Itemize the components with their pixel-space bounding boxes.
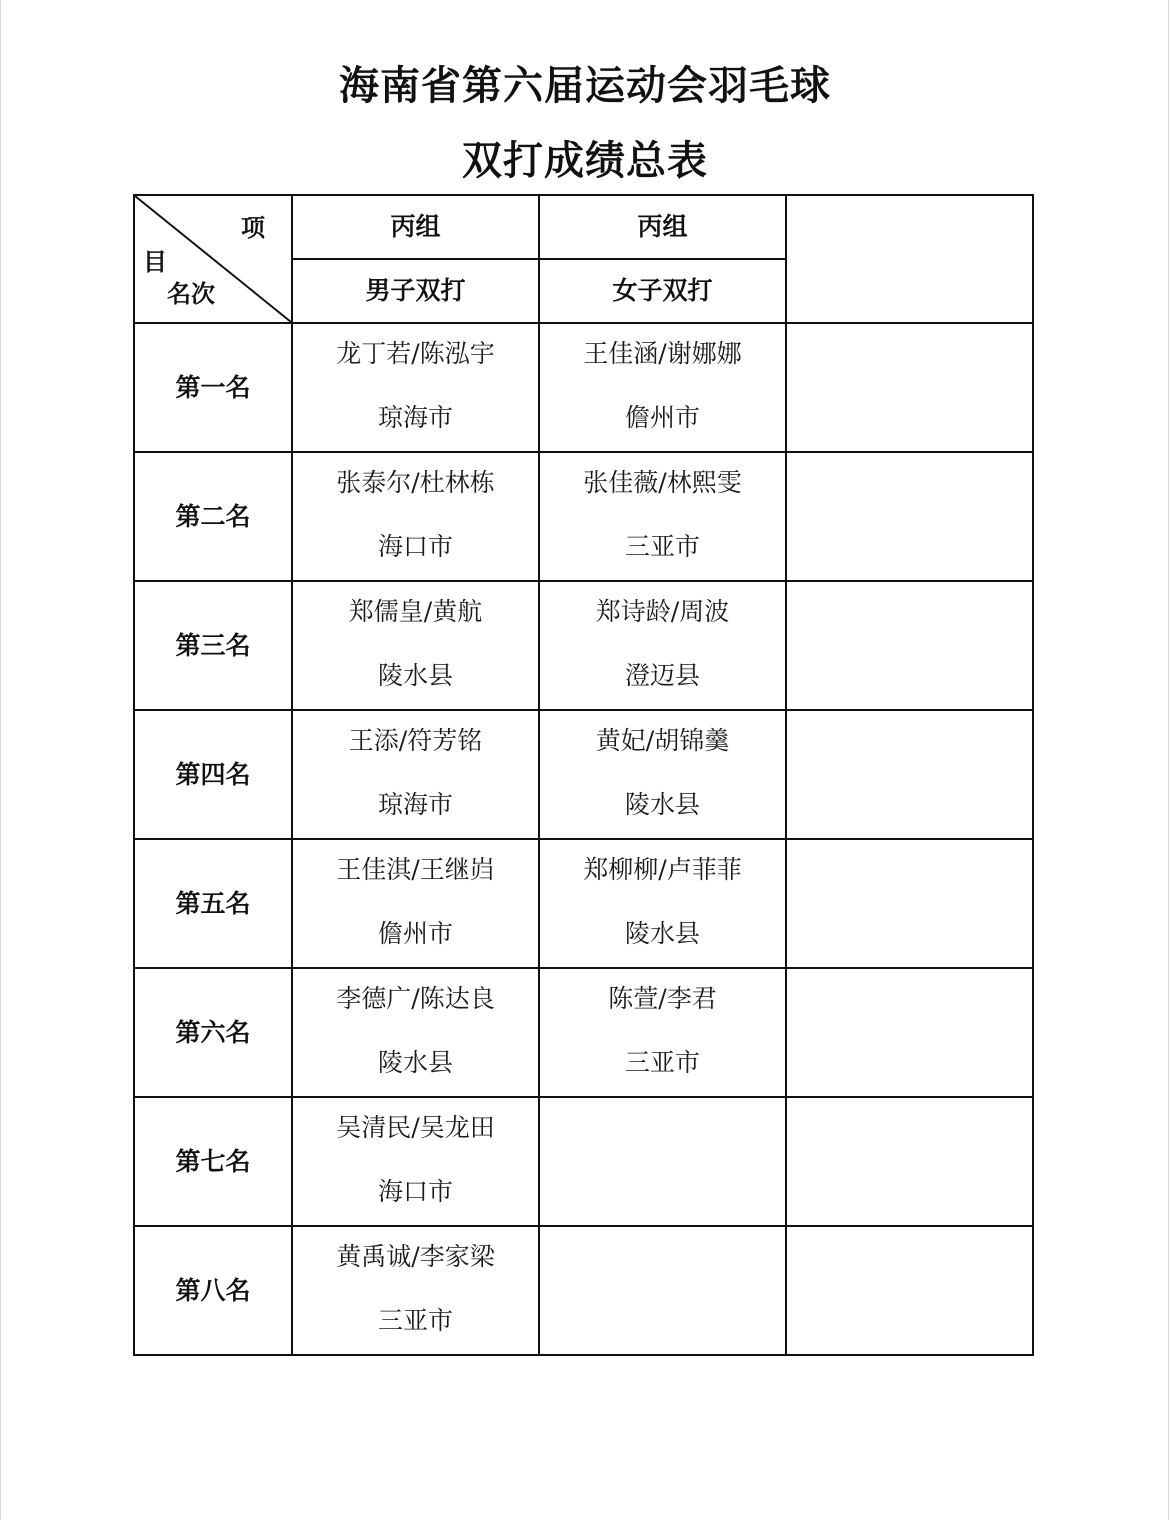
column-group-header (539, 195, 786, 259)
entry-cell (292, 452, 539, 581)
rank-cell (134, 452, 292, 581)
table-row (134, 1226, 1033, 1355)
column-event-label: 女子双打 (612, 276, 713, 305)
column-header-empty (786, 195, 1033, 323)
entry-city: 三亚市 (377, 1305, 453, 1335)
entry-cell-empty (786, 323, 1033, 452)
rank-cell (134, 581, 292, 710)
table-row (134, 1097, 1033, 1226)
column-group-label: 丙组 (390, 212, 441, 241)
corner-label-item: 项 (241, 214, 265, 242)
entry-cell (539, 323, 786, 452)
entry-cell-empty (786, 968, 1033, 1097)
entry-cell-empty (539, 1226, 786, 1355)
entry-cell (539, 452, 786, 581)
column-group-header (292, 195, 539, 259)
entry-cell-empty (786, 710, 1033, 839)
entry-city: 三亚市 (624, 1047, 700, 1077)
column-event-header (539, 259, 786, 323)
header-row-group (134, 195, 1033, 259)
table-row (134, 968, 1033, 1097)
rank-label: 第二名 (175, 501, 251, 531)
column-event-header (292, 259, 539, 323)
entry-cell (539, 581, 786, 710)
corner-label-rank: 名次 (167, 280, 215, 308)
document-title: 海南省第六届运动会羽毛球 (339, 63, 831, 109)
entry-city: 澄迈县 (624, 660, 700, 690)
entry-cell-empty (539, 1097, 786, 1226)
entry-names: 黄禹诚/李家梁 (336, 1241, 495, 1271)
entry-names: 吴清民/吴龙田 (336, 1112, 495, 1142)
rank-cell (134, 1097, 292, 1226)
entry-cell (539, 710, 786, 839)
page-edge-right (1168, 0, 1169, 1520)
rank-cell (134, 1226, 292, 1355)
column-event-label: 男子双打 (365, 276, 466, 305)
entry-city: 陵水县 (624, 918, 700, 948)
entry-city: 海口市 (377, 531, 453, 561)
table-row (134, 452, 1033, 581)
rank-cell (134, 323, 292, 452)
entry-names: 王添/符芳铭 (348, 725, 483, 755)
table-row (134, 323, 1033, 452)
entry-names: 郑儒皇/黄航 (348, 596, 483, 626)
entry-names: 王佳淇/王继岿 (336, 854, 495, 884)
entry-city: 儋州市 (377, 918, 453, 948)
entry-cell (292, 968, 539, 1097)
document-subtitle: 双打成绩总表 (462, 138, 708, 184)
entry-city: 陵水县 (624, 789, 700, 819)
rank-label: 第一名 (175, 372, 251, 402)
rank-label: 第六名 (175, 1017, 251, 1047)
entry-names: 李德广/陈达良 (336, 983, 495, 1013)
rank-label: 第七名 (175, 1146, 251, 1176)
entry-cell (292, 1226, 539, 1355)
table-row (134, 839, 1033, 968)
rank-cell (134, 710, 292, 839)
entry-names: 张泰尔/杜林栋 (336, 467, 495, 497)
entry-cell (292, 1097, 539, 1226)
entry-city: 琼海市 (377, 789, 453, 819)
entry-city: 琼海市 (377, 402, 453, 432)
results-table (133, 194, 1034, 1356)
entry-names: 王佳涵/谢娜娜 (583, 338, 742, 368)
column-group-label: 丙组 (637, 212, 688, 241)
page-edge-left (0, 0, 1, 1520)
entry-names: 张佳薇/林熙雯 (583, 467, 742, 497)
table-row (134, 710, 1033, 839)
rank-label: 第八名 (175, 1275, 251, 1305)
rank-cell (134, 839, 292, 968)
entry-cell-empty (786, 839, 1033, 968)
entry-names: 黄妃/胡锦羹 (595, 725, 730, 755)
entry-city: 海口市 (377, 1176, 453, 1206)
entry-cell-empty (786, 1226, 1033, 1355)
rank-label: 第四名 (175, 759, 251, 789)
entry-names: 郑柳柳/卢菲菲 (583, 854, 742, 884)
entry-city: 三亚市 (624, 531, 700, 561)
entry-cell-empty (786, 452, 1033, 581)
entry-names: 郑诗龄/周波 (595, 596, 730, 626)
entry-names: 陈萱/李君 (608, 983, 717, 1013)
corner-header-cell (134, 195, 292, 323)
entry-cell (292, 839, 539, 968)
rank-cell (134, 968, 292, 1097)
entry-cell-empty (786, 1097, 1033, 1226)
table-row (134, 581, 1033, 710)
entry-cell (292, 323, 539, 452)
rank-label: 第五名 (175, 888, 251, 918)
entry-cell (292, 581, 539, 710)
entry-names: 龙丁若/陈泓宇 (336, 338, 495, 368)
entry-cell (539, 839, 786, 968)
entry-cell-empty (786, 581, 1033, 710)
corner-label-category: 目 (143, 248, 167, 276)
rank-label: 第三名 (175, 630, 251, 660)
entry-cell (292, 710, 539, 839)
entry-city: 陵水县 (377, 1047, 453, 1077)
entry-cell (539, 968, 786, 1097)
entry-city: 陵水县 (377, 660, 453, 690)
entry-city: 儋州市 (624, 402, 700, 432)
